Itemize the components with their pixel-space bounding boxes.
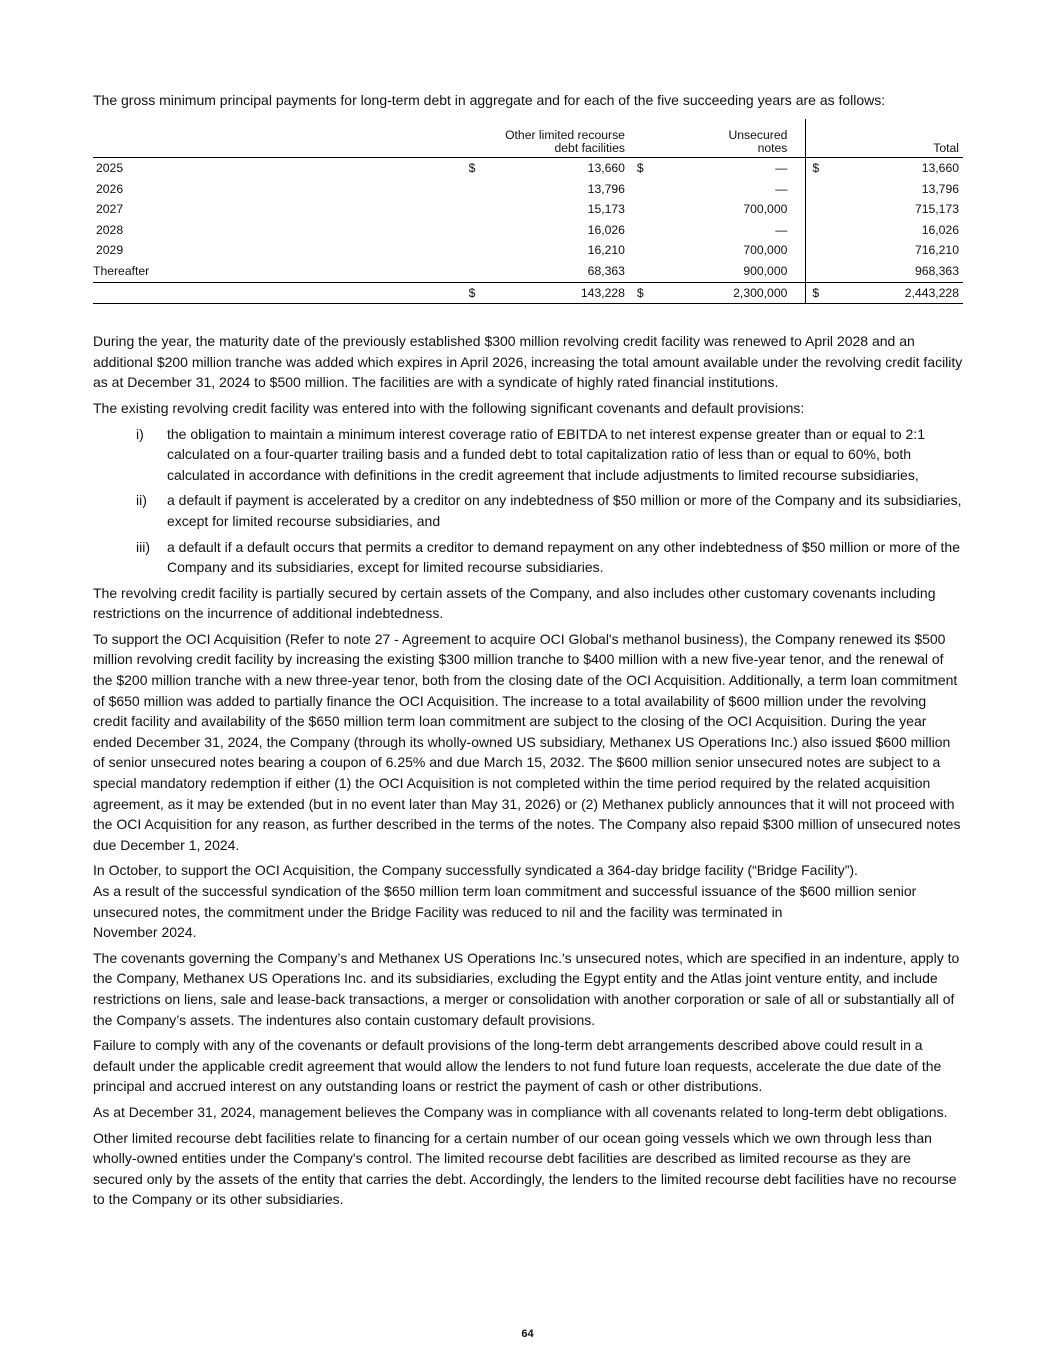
header-limited-recourse: Other limited recourse debt facilities [483,119,629,158]
table-row: 2028 16,026 — 16,026 [93,220,963,241]
list-item: i) the obligation to maintain a minimum interest coverage ratio of EBITDA to net interest expense greater than or equal to 2:1 calculated on a four-quarter trailing basis and a funded debt to total capitalization ratio of less than or equal to 60%, both calculated in accordance with definitions in the credit agreement that include adjustments to limited recourse subsidiaries, [136,425,925,483]
paragraph: In October, to support the OCI Acquisition, the Company successfully syndicated a 364-day bridge facility (“Bridge Facility”). As a result of the successful syndication of the $650 million term loan commitment and successful issuance of the $600 million senior unsecured notes, the commitment under the Bridge Facility was reduced to nil and the facility was terminated in November 2024. [93,862,917,941]
paragraph: Failure to comply with any of the covenants or default provisions of the long-term debt arrangements described above could result in a default under the applicable credit agreement that would allow the lenders to not fund future loan requests, accelerate the due date of the principal and accrued interest on any outstanding loans or restrict the payment of cash or other distributions. [93,1037,942,1095]
table-row: 2027 15,173 700,000 715,173 [93,199,963,220]
debt-payments-table [93,119,963,304]
intro-text: The gross minimum principal payments for long-term debt in aggregate and for each of the five succeeding years are as follows: [93,92,886,108]
table-row: 2025 $ 13,660 $ — $ 13,660 [93,158,963,179]
page-number: 64 [521,1328,534,1340]
paragraph: The existing revolving credit facility was entered into with the following significant covenants and default provisions: [93,399,805,416]
list-item: iii) a default if a default occurs that permits a creditor to demand repayment on any other indebtedness of $50 million or more of the Company and its subsidiaries, except for limited recourse subsidiaries. [136,538,961,576]
header-unsecured-notes: Unsecured notes [651,119,806,158]
table-row: Thereafter 68,363 900,000 968,363 [93,261,963,282]
table-row: 2029 16,210 700,000 716,210 [93,240,963,261]
paragraph: As at December 31, 2024, management believes the Company was in compliance with all covenants related to long-term debt obligations. [93,1103,948,1120]
header-total: Total [826,119,963,158]
covenant-list [93,424,963,578]
list-item: ii) a default if payment is accelerated by a creditor on any indebtedness of $50 million or more of the Company and its subsidiaries, except for limited recourse subsidiaries, and [136,492,962,529]
paragraph: To support the OCI Acquisition (Refer to note 27 - Agreement to acquire OCI Global's methanol business), the Company renewed its $500 million revolving credit facility by increasing the existing $300 million tranche to $400 million with a new five-year tenor, and the renewal of the $200 million tranche with a new three-year tenor, both from the closing date of the OCI Acquisition. Additionally, a term loan commitment of $650 million was added to partially finance the OCI Acquisition. The increase to a total availability of $600 million under the revolving credit facility and availability of the $650 million term loan commitment are subject to the closing of the OCI Acquisition. During the year ended December 31, 2024, the Company (through its wholly-owned US subsidiary, Methanex US Operations Inc.) also issued $600 million of senior unsecured notes bearing a coupon of 6.25% and due March 15, 2032. The $600 million senior unsecured notes are subject to a special mandatory redemption if either (1) the OCI Acquisition is not completed within the time period required by the related acquisition agreement, as it may be extended (but in no event later than May 31, 2026) or (2) Methanex publicly announces that it will not proceed with the OCI Acquisition for any reason, as further described in the terms of the notes. The Company also repaid $300 million of unsecured notes due December 1, 2024. [93,630,961,853]
table-total-row: $ 143,228 $ 2,300,000 $ 2,443,228 [93,282,963,304]
table-row: 2026 13,796 — 13,796 [93,179,963,200]
body-text [93,331,963,1210]
document-page [93,90,963,1215]
paragraph: During the year, the maturity date of the previously established $300 million revolving credit facility was renewed to April 2028 and an additional $200 million tranche was added which expires in April 2026, increasing the total amount available under the revolving credit facility as at December 31, 2024 to $500 million. The facilities are with a syndicate of highly rated financial institutions. [93,333,963,391]
paragraph: The covenants governing the Company’s and Methanex US Operations Inc.'s unsecured notes, which are specified in an indenture, apply to the Company, Methanex US Operations Inc. and its subsidiaries, excluding the Egypt entity and the Atlas joint venture entity, and include restrictions on liens, sale and lease-back transactions, a merger or consolidation with another corporation or sale of all or substantially all of the Company’s assets. The indentures also contain customary default provisions. [93,949,960,1028]
table-header-row [93,119,963,158]
paragraph: The revolving credit facility is partially secured by certain assets of the Company, and also includes other customary covenants including restrictions on the incurrence of additional indebtedness. [93,584,936,622]
paragraph: Other limited recourse debt facilities relate to financing for a certain number of our ocean going vessels which we own through less than wholly-owned entities under the Company's control. The limited recourse debt facilities are described as limited recourse as they are secured only by the assets of the entity that carries the debt. Accordingly, the lenders to the limited recourse debt facilities have no recourse to the Company or its other subsidiaries. [93,1129,957,1208]
